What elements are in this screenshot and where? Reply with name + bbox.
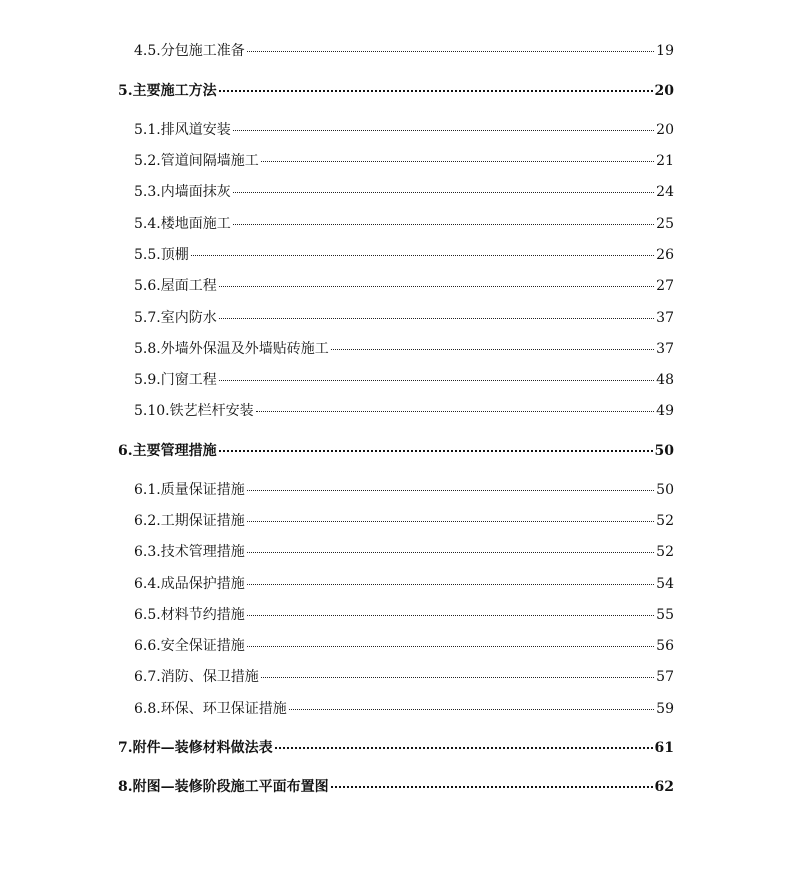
toc-entry-page-number: 59 bbox=[656, 701, 674, 717]
toc-entry[interactable] bbox=[134, 183, 674, 201]
toc-chapter-entry[interactable] bbox=[118, 778, 674, 796]
toc-entry-label: 6.8.环保、环卫保证措施 bbox=[134, 701, 287, 717]
dot-leader bbox=[247, 615, 654, 616]
dot-leader bbox=[247, 490, 654, 491]
toc-entry[interactable] bbox=[134, 246, 674, 264]
toc-entry-page-number: 20 bbox=[656, 122, 674, 138]
toc-entry-label: 5.7.室内防水 bbox=[134, 310, 217, 326]
dot-leader bbox=[219, 90, 653, 92]
toc-chapter-entry[interactable] bbox=[118, 442, 674, 460]
toc-entry[interactable] bbox=[134, 371, 674, 389]
toc-entry-page-number: 37 bbox=[656, 310, 674, 326]
toc-entry-label: 5.2.管道间隔墙施工 bbox=[134, 153, 259, 169]
dot-leader bbox=[289, 709, 654, 710]
toc-entry[interactable] bbox=[134, 543, 674, 561]
toc-entry-label: 8.附图—装修阶段施工平面布置图 bbox=[118, 779, 329, 795]
dot-leader bbox=[256, 411, 655, 412]
toc-entry-page-number: 57 bbox=[656, 669, 674, 685]
toc-entry-page-number: 61 bbox=[654, 740, 674, 756]
dot-leader bbox=[233, 224, 654, 225]
toc-entry-label: 6.7.消防、保卫措施 bbox=[134, 669, 259, 685]
toc-entry[interactable] bbox=[134, 700, 674, 718]
dot-leader bbox=[233, 192, 654, 193]
toc-entry-label: 5.10.铁艺栏杆安装 bbox=[134, 403, 254, 419]
toc-entry[interactable] bbox=[134, 481, 674, 499]
toc-entry-label: 5.3.内墙面抹灰 bbox=[134, 184, 231, 200]
toc-entry[interactable] bbox=[134, 637, 674, 655]
toc-entry-page-number: 62 bbox=[654, 779, 674, 795]
dot-leader bbox=[219, 286, 654, 287]
toc-entry-page-number: 25 bbox=[656, 216, 674, 232]
toc-entry-page-number: 20 bbox=[654, 83, 674, 99]
dot-leader bbox=[219, 318, 654, 319]
toc-entry-label: 6.6.安全保证措施 bbox=[134, 638, 245, 654]
toc-entry-label: 6.主要管理措施 bbox=[118, 443, 217, 459]
dot-leader bbox=[331, 349, 654, 350]
dot-leader bbox=[261, 161, 654, 162]
toc-entry-label: 5.4.楼地面施工 bbox=[134, 216, 231, 232]
toc-entry-label: 5.主要施工方法 bbox=[118, 83, 217, 99]
toc-chapter-entry[interactable] bbox=[118, 739, 674, 757]
dot-leader bbox=[191, 255, 654, 256]
toc-entry-page-number: 24 bbox=[656, 184, 674, 200]
toc-entry[interactable] bbox=[134, 575, 674, 593]
toc-entry-page-number: 48 bbox=[656, 372, 674, 388]
toc-entry-label: 6.5.材料节约措施 bbox=[134, 607, 245, 623]
toc-entry-label: 7.附件—装修材料做法表 bbox=[118, 740, 273, 756]
toc-entry[interactable] bbox=[134, 152, 674, 170]
toc-entry-page-number: 37 bbox=[656, 341, 674, 357]
toc-entry[interactable] bbox=[134, 42, 674, 60]
toc-entry-label: 6.1.质量保证措施 bbox=[134, 482, 245, 498]
toc-entry[interactable] bbox=[134, 340, 674, 358]
toc-entry-page-number: 26 bbox=[656, 247, 674, 263]
toc-entry-label: 5.6.屋面工程 bbox=[134, 278, 217, 294]
toc-entry-label: 4.5.分包施工准备 bbox=[134, 43, 245, 59]
toc-entry[interactable] bbox=[134, 121, 674, 139]
toc-entry-page-number: 56 bbox=[656, 638, 674, 654]
dot-leader bbox=[261, 677, 654, 678]
toc-entry-page-number: 50 bbox=[656, 482, 674, 498]
toc-entry-label: 5.9.门窗工程 bbox=[134, 372, 217, 388]
toc-entry-label: 6.3.技术管理措施 bbox=[134, 544, 245, 560]
dot-leader bbox=[219, 380, 654, 381]
toc-entry-page-number: 27 bbox=[656, 278, 674, 294]
toc-entry-page-number: 52 bbox=[656, 513, 674, 529]
toc-entry-label: 5.8.外墙外保温及外墙贴砖施工 bbox=[134, 341, 329, 357]
dot-leader bbox=[331, 786, 653, 788]
toc-entry[interactable] bbox=[134, 402, 674, 420]
toc-entry[interactable] bbox=[134, 606, 674, 624]
dot-leader bbox=[219, 450, 653, 452]
dot-leader bbox=[247, 646, 654, 647]
toc-entry-page-number: 50 bbox=[654, 443, 674, 459]
toc-entry-label: 5.1.排风道安装 bbox=[134, 122, 231, 138]
dot-leader bbox=[233, 130, 654, 131]
toc-entry[interactable] bbox=[134, 512, 674, 530]
toc-entry-page-number: 54 bbox=[656, 576, 674, 592]
dot-leader bbox=[247, 584, 654, 585]
toc-entry-page-number: 52 bbox=[656, 544, 674, 560]
dot-leader bbox=[247, 521, 654, 522]
toc-entry[interactable] bbox=[134, 309, 674, 327]
toc-entry-label: 6.4.成品保护措施 bbox=[134, 576, 245, 592]
toc-entry-label: 6.2.工期保证措施 bbox=[134, 513, 245, 529]
toc-entry-page-number: 49 bbox=[656, 403, 674, 419]
toc-entry[interactable] bbox=[134, 277, 674, 295]
dot-leader bbox=[275, 747, 653, 749]
toc-chapter-entry[interactable] bbox=[118, 82, 674, 100]
toc-entry[interactable] bbox=[134, 215, 674, 233]
toc-entry-page-number: 21 bbox=[656, 153, 674, 169]
dot-leader bbox=[247, 552, 654, 553]
toc-entry-label: 5.5.顶棚 bbox=[134, 247, 189, 263]
dot-leader bbox=[247, 51, 654, 52]
toc-entry-page-number: 19 bbox=[656, 43, 674, 59]
toc-entry[interactable] bbox=[134, 668, 674, 686]
toc-entry-page-number: 55 bbox=[656, 607, 674, 623]
